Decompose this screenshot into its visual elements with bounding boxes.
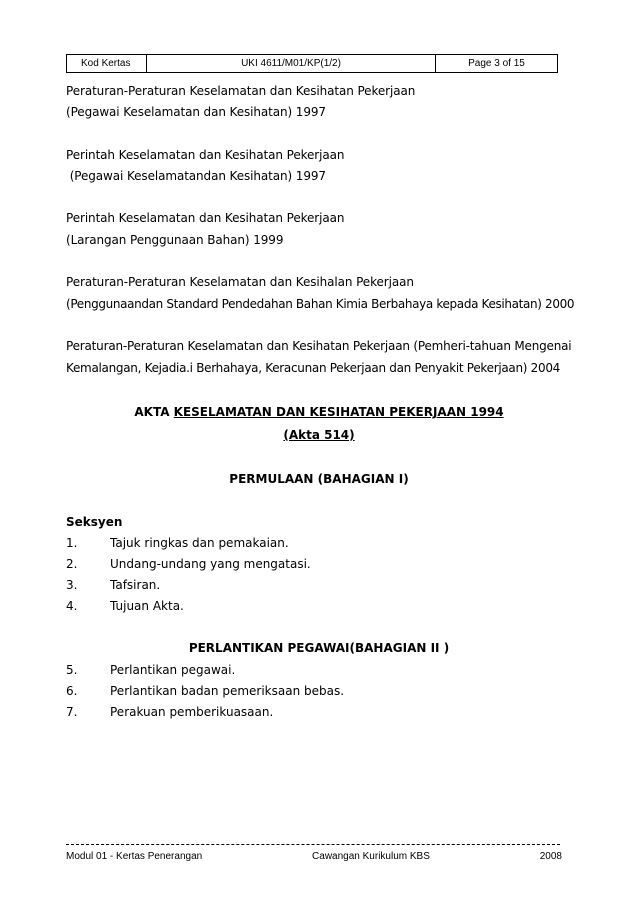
regulation-4-line-1: Peraturan-Peraturan Keselamatan dan Kesihalan Pekerjaan: [66, 275, 414, 289]
list-item: [66, 578, 160, 592]
act-title-prefix: AKTA: [134, 405, 174, 419]
regulation-3-line-1: Perintah Keselamatan dan Kesihatan Pekerjaan: [66, 211, 345, 225]
regulation-1-line-2: (Pegawai Keselamatan dan Kesihatan) 1997: [66, 105, 326, 119]
item-number: 4.: [66, 599, 78, 613]
act-title-underlined: KESELAMATAN DAN KESIHATAN PEKERJAAN 1994: [173, 405, 504, 419]
regulation-2-line-1: Perintah Keselamatan dan Kesihatan Pekerjaan: [66, 148, 345, 162]
section-label: Seksyen: [66, 515, 123, 529]
regulation-5-line-1: Peraturan-Peraturan Keselamatan dan Kesihatan Pekerjaan (Pemheri-tahuan Mengenai: [66, 339, 572, 353]
header-document-code: UKI 4611/M01/KP(1/2): [147, 55, 436, 72]
regulation-4-line-2: (Penggunaandan Standard Pendedahan Bahan Kimia Berbahaya kepada Kesihatan) 2000: [66, 297, 575, 311]
list-item: [66, 536, 289, 550]
footer-divider: [66, 844, 560, 845]
act-title: [0, 405, 638, 419]
list-item: [66, 684, 344, 698]
item-text: Perakuan pemberikuasaan.: [110, 705, 274, 719]
regulation-3-line-2: (Larangan Penggunaan Bahan) 1999: [66, 233, 284, 247]
item-number: 1.: [66, 536, 78, 550]
item-text: Undang-undang yang mengatasi.: [110, 557, 311, 571]
footer-division: Cawangan Kurikulum KBS: [312, 851, 430, 862]
act-number: (Akta 514): [283, 428, 355, 442]
regulation-5-line-2: Kemalangan, Kejadia.i Berhahaya, Keracunan Pekerjaan dan Penyakit Pekerjaan) 2004: [66, 361, 561, 375]
part-1-heading: PERMULAAN (BAHAGIAN I): [229, 472, 409, 486]
footer-year: 2008: [539, 851, 562, 862]
list-item: [66, 599, 184, 613]
regulation-1-line-1: Peraturan-Peraturan Keselamatan dan Kesihatan Pekerjaan: [66, 84, 416, 98]
item-text: Tafsiran.: [110, 578, 161, 592]
item-number: 5.: [66, 663, 78, 677]
document-header-table: [66, 54, 558, 73]
footer-module: Modul 01 - Kertas Penerangan: [66, 851, 203, 862]
part-2-heading: PERLANTIKAN PEGAWAI(BAHAGIAN II ): [188, 641, 450, 655]
item-text: Tajuk ringkas dan pemakaian.: [110, 536, 289, 550]
item-text: Perlantikan pegawai.: [110, 663, 236, 677]
list-item: [66, 557, 311, 571]
regulation-2-line-2: (Pegawai Keselamatandan Kesihatan) 1997: [66, 169, 326, 183]
list-item: [66, 705, 273, 719]
item-number: 7.: [66, 705, 78, 719]
item-number: 6.: [66, 684, 78, 698]
item-text: Perlantikan badan pemeriksaan bebas.: [110, 684, 345, 698]
item-number: 3.: [66, 578, 78, 592]
header-kod-label: Kod Kertas: [67, 55, 147, 72]
item-number: 2.: [66, 557, 78, 571]
header-page-number: Page 3 of 15: [468, 58, 525, 69]
list-item: [66, 663, 235, 677]
document-footer: [66, 851, 562, 862]
item-text: Tujuan Akta.: [110, 599, 184, 613]
